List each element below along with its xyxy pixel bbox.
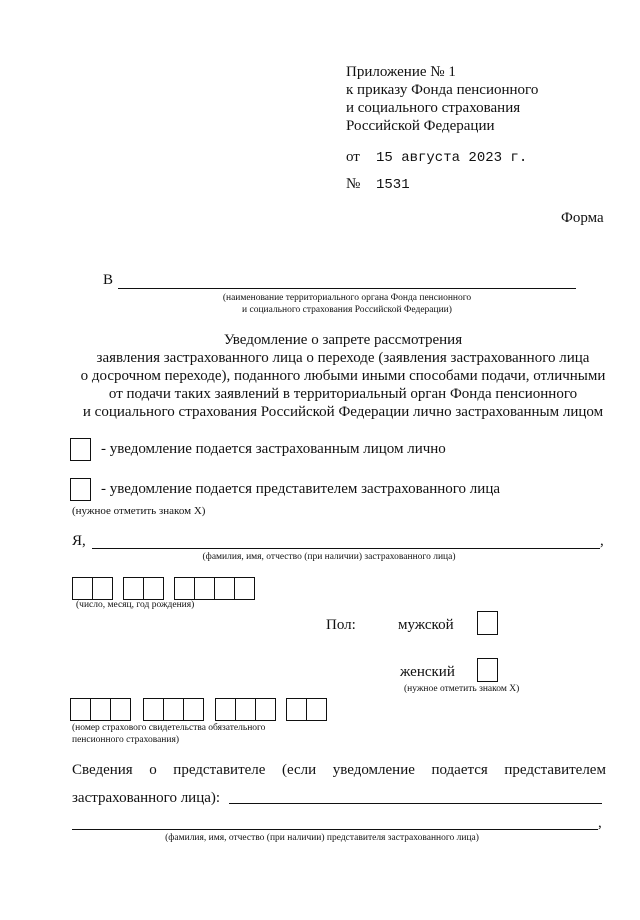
representative-line-1 — [72, 762, 606, 779]
snils-caption-2: пенсионного страхования) — [72, 735, 180, 745]
title-line-1: Уведомление о запрете рассмотрения — [223, 332, 463, 348]
representative-caption: (фамилия, имя, отчество (при наличии) представителя застрахованного лица) — [165, 833, 479, 843]
applicant-comma: , — [600, 533, 604, 549]
dob-day-cell-2[interactable] — [92, 577, 113, 600]
applicant-prefix: Я, — [72, 533, 86, 549]
personal-checkbox[interactable] — [70, 438, 91, 461]
snils-caption-1: (номер страхового свидетельства обязательного — [72, 723, 266, 733]
number-prefix: № — [346, 176, 361, 192]
snils-cell-3[interactable] — [110, 698, 131, 721]
representative-line-2: застрахованного лица): — [72, 790, 221, 806]
snils-cell-11[interactable] — [306, 698, 327, 721]
recipient-prefix: В — [103, 272, 114, 288]
representative-field-line-1[interactable] — [229, 803, 602, 804]
rep-word-2: о — [149, 762, 157, 778]
representative-option-label: - уведомление подается представителем застрахованного лица — [101, 481, 501, 497]
gender-label: Пол: — [326, 617, 356, 633]
snils-cell-1[interactable] — [70, 698, 91, 721]
appendix-line-4: Российской Федерации — [346, 118, 495, 134]
date-prefix: от — [346, 149, 360, 165]
snils-cell-4[interactable] — [143, 698, 164, 721]
personal-option-label: - уведомление подается застрахованным лицом лично — [101, 441, 446, 457]
rep-word-3: представителе — [173, 762, 266, 778]
dob-year-cell-2[interactable] — [194, 577, 215, 600]
recipient-caption-1: (наименование территориального органа Фонда пенсионного — [222, 293, 472, 303]
rep-word-4: (если — [281, 762, 317, 778]
snils-cell-7[interactable] — [215, 698, 236, 721]
rep-word-6: подается — [431, 762, 488, 778]
title-line-4: от подачи таких заявлений в территориальный орган Фонда пенсионного — [108, 386, 578, 402]
recipient-caption-2: и социального страхования Российской Федерации) — [242, 305, 452, 315]
snils-cell-9[interactable] — [255, 698, 276, 721]
gender-male-label: мужской — [398, 617, 454, 633]
gender-note: (нужное отметить знаком Х) — [404, 684, 520, 694]
dob-day-cell-1[interactable] — [72, 577, 93, 600]
rep-word-7: представителем — [504, 762, 606, 778]
gender-male-checkbox[interactable] — [477, 611, 498, 635]
snils-cell-5[interactable] — [163, 698, 184, 721]
representative-comma: , — [598, 815, 602, 831]
options-note: (нужное отметить знаком Х) — [72, 505, 206, 517]
title-line-3: о досрочном переходе), поданного любыми иными способами подачи, отличными — [80, 368, 606, 384]
order-number: 1531 — [376, 177, 410, 193]
rep-word-5: уведомление — [332, 762, 415, 778]
snils-cell-10[interactable] — [286, 698, 307, 721]
snils-cell-6[interactable] — [183, 698, 204, 721]
snils-cell-2[interactable] — [90, 698, 111, 721]
representative-field-line-2[interactable] — [72, 829, 598, 830]
gender-female-label: женский — [400, 664, 455, 680]
dob-month-cell-2[interactable] — [143, 577, 164, 600]
appendix-line-3: и социального страхования — [346, 100, 521, 116]
applicant-name-caption: (фамилия, имя, отчество (при наличии) застрахованного лица) — [202, 552, 456, 562]
dob-caption: (число, месяц, год рождения) — [76, 600, 195, 610]
dob-year-cell-4[interactable] — [234, 577, 255, 600]
dob-year-cell-3[interactable] — [214, 577, 235, 600]
appendix-line-1: Приложение № 1 — [346, 64, 456, 80]
title-line-2: заявления застрахованного лица о переходе (заявления застрахованного лица — [96, 350, 590, 366]
dob-month-cell-1[interactable] — [123, 577, 144, 600]
appendix-line-2: к приказу Фонда пенсионного — [346, 82, 539, 98]
snils-cell-8[interactable] — [235, 698, 256, 721]
form-label: Форма — [561, 210, 604, 226]
recipient-field-line[interactable] — [118, 288, 576, 289]
gender-female-checkbox[interactable] — [477, 658, 498, 682]
rep-word-1: Сведения — [72, 762, 133, 778]
order-date: 15 августа 2023 г. — [376, 150, 528, 166]
representative-checkbox[interactable] — [70, 478, 91, 501]
applicant-name-line[interactable] — [92, 548, 600, 549]
title-line-5: и социального страхования Российской Федерации лично застрахованным лицом — [82, 404, 604, 420]
dob-year-cell-1[interactable] — [174, 577, 195, 600]
